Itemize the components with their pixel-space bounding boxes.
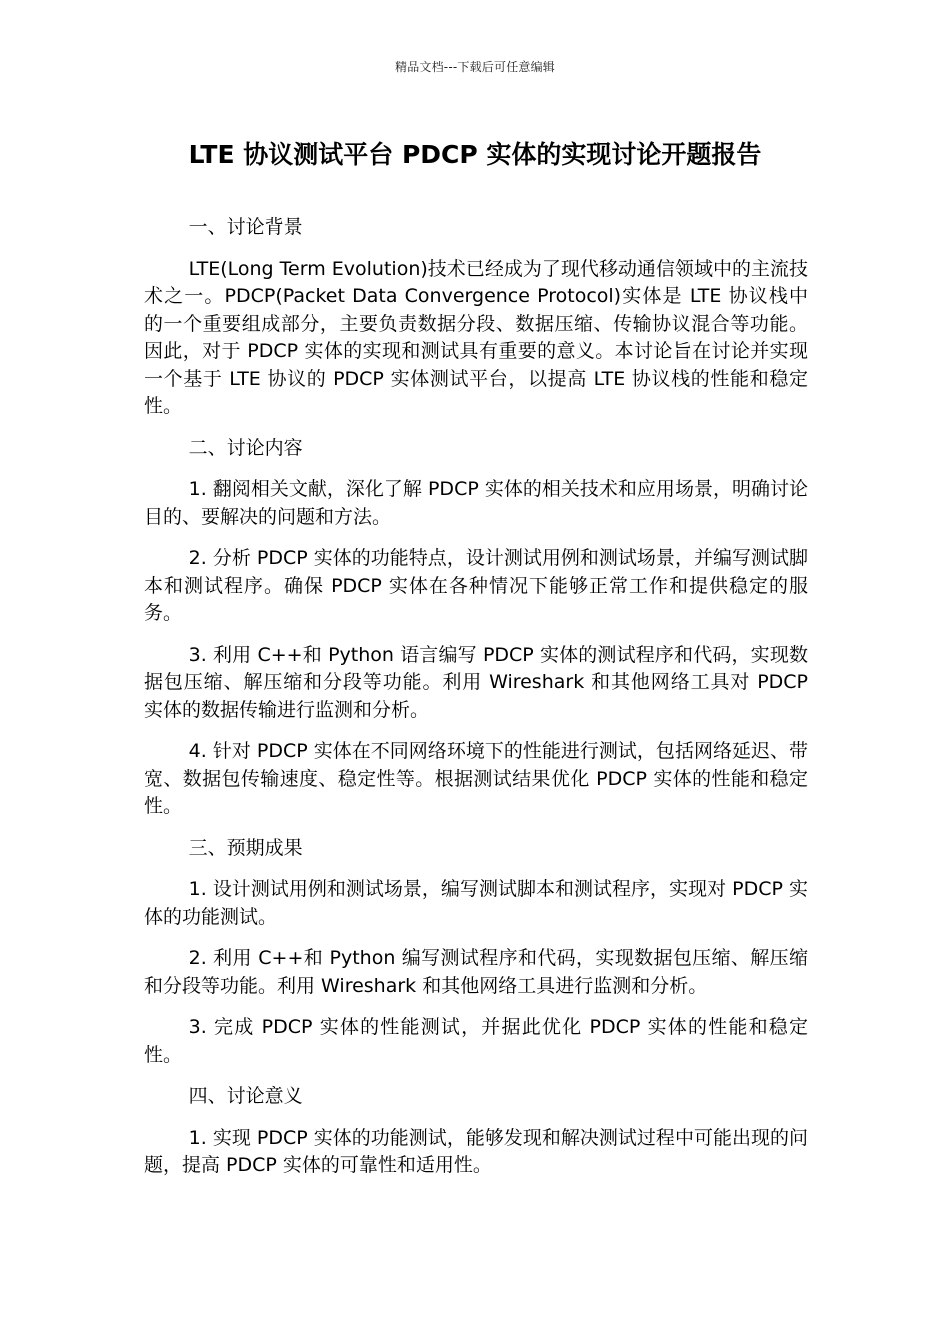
section-heading-content: 二、讨论内容 <box>188 436 303 459</box>
section-heading-background: 一、讨论背景 <box>188 216 303 238</box>
document-body <box>144 214 808 1194</box>
paragraph-content-3: 3. 利用 C++和 Python 语言编写 PDCP 实体的测试程序和代码，实现数据包压缩、解压缩和分段等功能。利用 Wireshark 和其他网络工具对 PDCP 实体的数据传输进行监测和分析。 <box>144 643 808 721</box>
document-title: LTE 协议测试平台 PDCP 实体的实现讨论开题报告 <box>188 140 762 169</box>
paragraph-background-1: LTE(Long Term Evolution)技术已经成为了现代移动通信领域中的主流技术之一。PDCP(Packet Data Convergence Protocol)实体是 LTE 协议栈中的一个重要组成部分，主要负责数据分段、数据压缩、传输协议混合等功能。因此，对于 PDCP 实体的实现和测试具有重要的意义。本讨论旨在讨论并实现一个基于 LTE 协议的 PDCP 实体测试平台，以提高 LTE 协议栈的性能和稳定性。 <box>144 257 808 417</box>
paragraph-outcomes-3: 3. 完成 PDCP 实体的性能测试，并据此优化 PDCP 实体的性能和稳定性。 <box>144 1016 808 1066</box>
paragraph-content-4: 4. 针对 PDCP 实体在不同网络环境下的性能进行测试，包括网络延迟、带宽、数据包传输速度、稳定性等。根据测试结果优化 PDCP 实体的性能和稳定性。 <box>144 740 808 817</box>
paragraph-significance-1: 1. 实现 PDCP 实体的功能测试，能够发现和解决测试过程中可能出现的问题，提高 PDCP 实体的可靠性和适用性。 <box>144 1126 808 1176</box>
paragraph-content-2: 2. 分析 PDCP 实体的功能特点，设计测试用例和测试场景，并编写测试脚本和测试程序。确保 PDCP 实体在各种情况下能够正常工作和提供稳定的服务。 <box>144 547 808 624</box>
paragraph-content-1: 1. 翻阅相关文献，深化了解 PDCP 实体的相关技术和应用场景，明确讨论目的、要解决的问题和方法。 <box>144 478 808 528</box>
section-heading-significance: 四、讨论意义 <box>188 1085 303 1107</box>
paragraph-outcomes-2: 2. 利用 C++和 Python 编写测试程序和代码，实现数据包压缩、解压缩和分段等功能。利用 Wireshark 和其他网络工具进行监测和分析。 <box>144 947 808 997</box>
section-heading-outcomes: 三、预期成果 <box>188 836 303 859</box>
header-note: 精品文档---下载后可任意编辑 <box>395 60 555 74</box>
paragraph-outcomes-1: 1. 设计测试用例和测试场景，编写测试脚本和测试程序，实现对 PDCP 实体的功能测试。 <box>144 878 808 928</box>
